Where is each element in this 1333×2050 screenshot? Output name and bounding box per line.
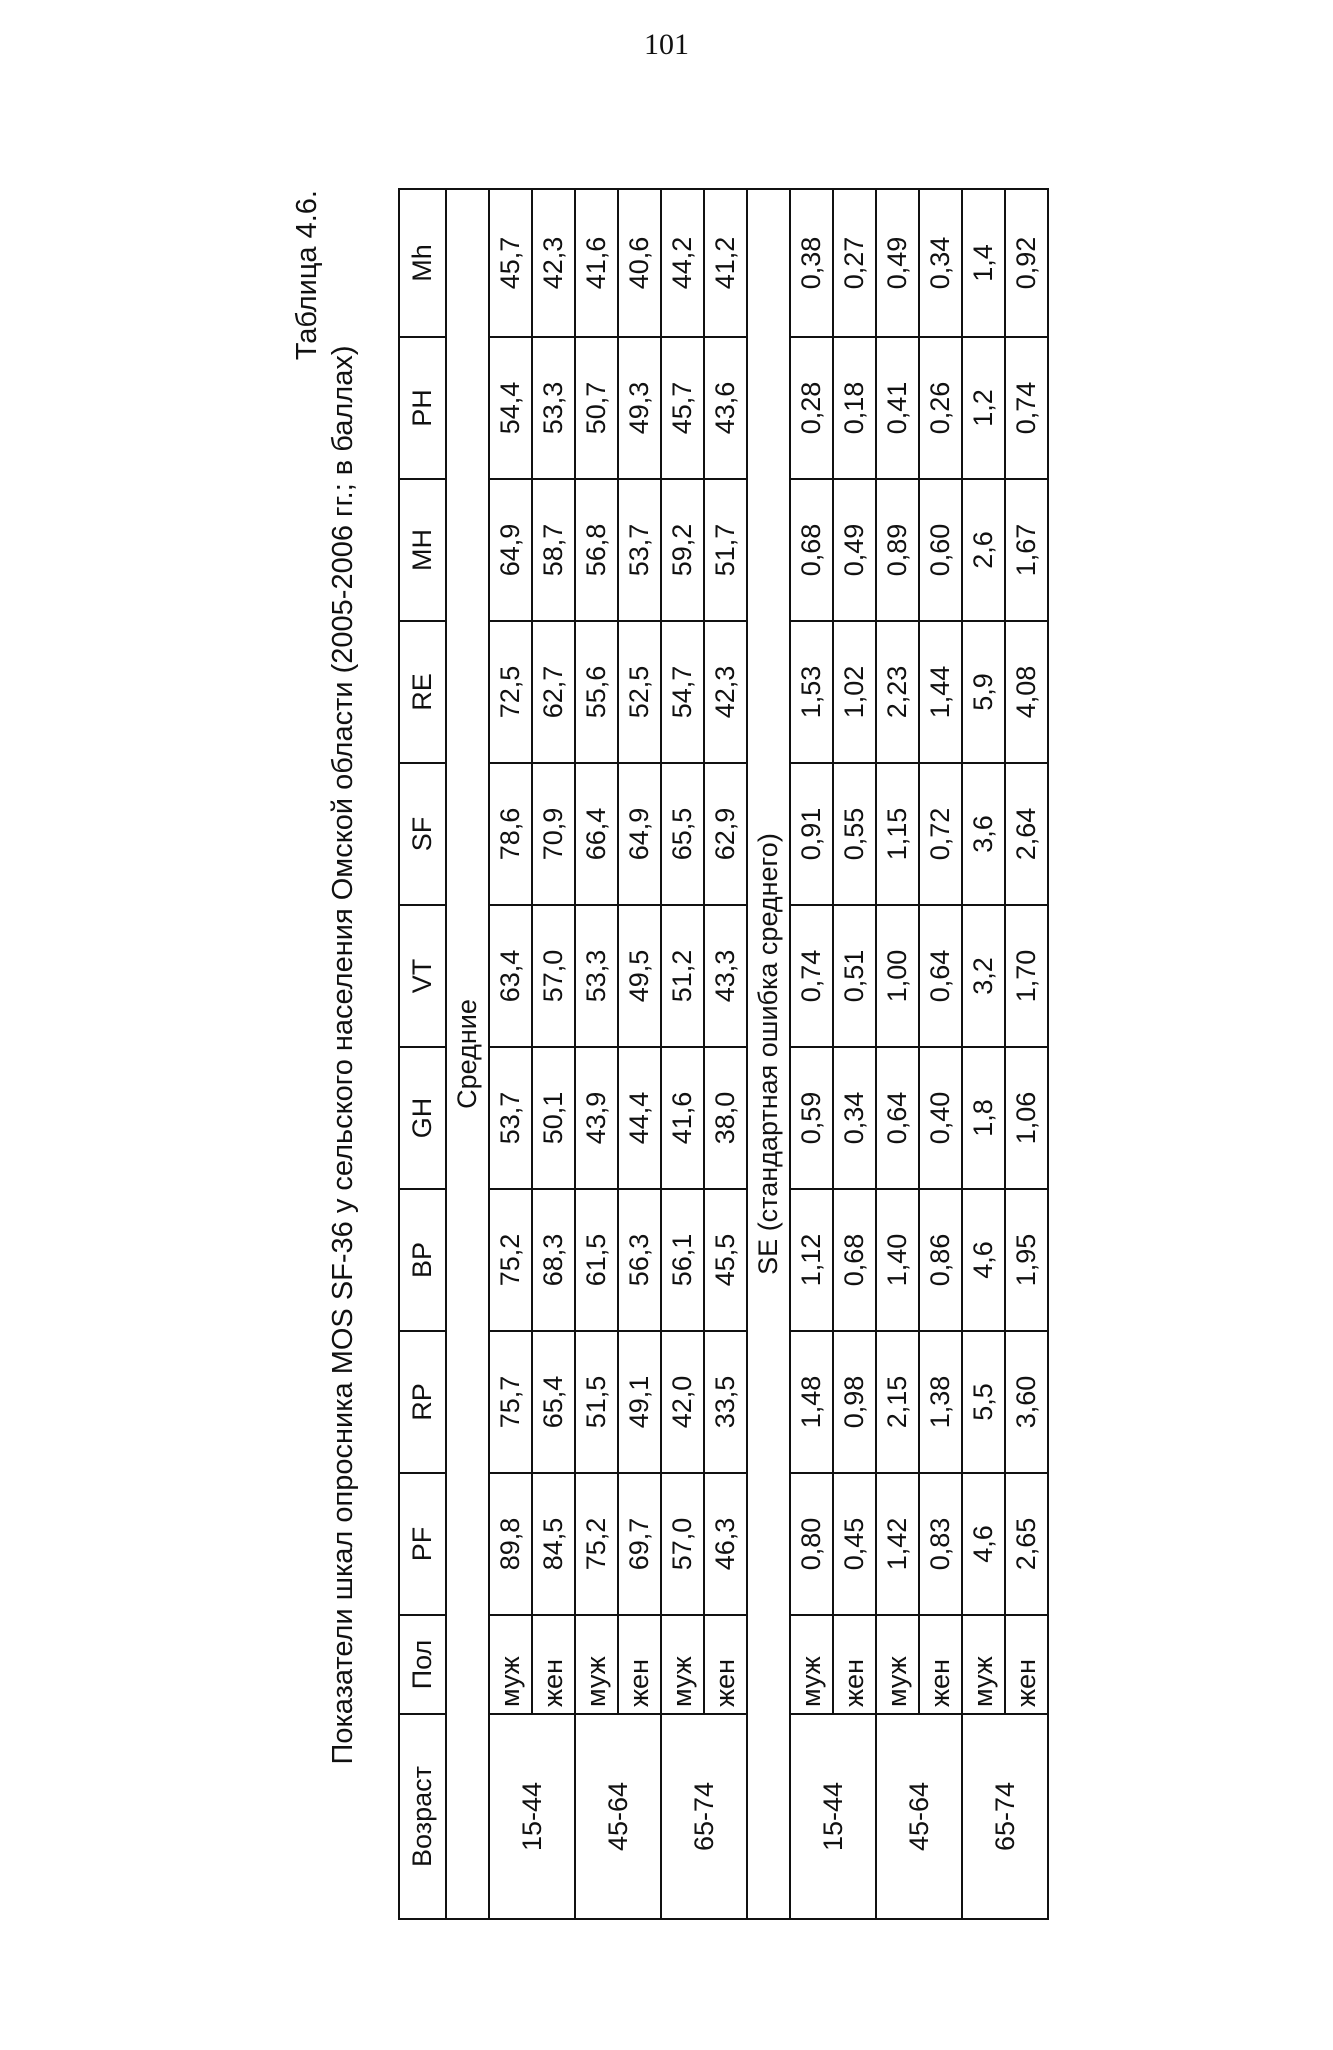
age-cell: 15-44 — [489, 1714, 575, 1919]
section-row — [446, 189, 489, 1919]
value-cell: 0,49 — [833, 479, 876, 621]
value-cell: 2,15 — [876, 1331, 919, 1473]
value-cell: 56,8 — [575, 479, 618, 621]
value-cell: 0,26 — [919, 337, 962, 479]
sex-cell: жен — [919, 1615, 962, 1714]
value-cell: 68,3 — [532, 1189, 575, 1331]
value-cell: 1,4 — [962, 189, 1005, 337]
value-cell: 0,68 — [833, 1189, 876, 1331]
value-cell: 5,5 — [962, 1331, 1005, 1473]
value-cell: 1,67 — [1005, 479, 1048, 621]
value-cell: 53,7 — [618, 479, 661, 621]
value-cell: 65,5 — [661, 763, 704, 905]
sex-cell: жен — [618, 1615, 661, 1714]
column-header: VT — [399, 905, 446, 1047]
value-cell: 46,3 — [704, 1473, 747, 1615]
header-row — [399, 189, 446, 1919]
column-header: RE — [399, 621, 446, 763]
value-cell: 1,53 — [790, 621, 833, 763]
value-cell: 1,02 — [833, 621, 876, 763]
value-cell: 0,91 — [790, 763, 833, 905]
table-row — [661, 189, 704, 1919]
value-cell: 0,27 — [833, 189, 876, 337]
column-header: GH — [399, 1047, 446, 1189]
value-cell: 41,2 — [704, 189, 747, 337]
value-cell: 1,95 — [1005, 1189, 1048, 1331]
value-cell: 1,15 — [876, 763, 919, 905]
value-cell: 53,3 — [575, 905, 618, 1047]
value-cell: 65,4 — [532, 1331, 575, 1473]
sex-cell: муж — [876, 1615, 919, 1714]
value-cell: 54,7 — [661, 621, 704, 763]
value-cell: 54,4 — [489, 337, 532, 479]
value-cell: 0,72 — [919, 763, 962, 905]
value-cell: 1,06 — [1005, 1047, 1048, 1189]
value-cell: 1,42 — [876, 1473, 919, 1615]
sex-cell: жен — [532, 1615, 575, 1714]
value-cell: 75,7 — [489, 1331, 532, 1473]
value-cell: 41,6 — [661, 1047, 704, 1189]
value-cell: 50,1 — [532, 1047, 575, 1189]
value-cell: 44,4 — [618, 1047, 661, 1189]
value-cell: 55,6 — [575, 621, 618, 763]
value-cell: 38,0 — [704, 1047, 747, 1189]
value-cell: 70,9 — [532, 763, 575, 905]
value-cell: 3,2 — [962, 905, 1005, 1047]
column-header: PH — [399, 337, 446, 479]
value-cell: 66,4 — [575, 763, 618, 905]
value-cell: 78,6 — [489, 763, 532, 905]
sex-cell: муж — [790, 1615, 833, 1714]
value-cell: 75,2 — [575, 1473, 618, 1615]
value-cell: 64,9 — [489, 479, 532, 621]
age-cell: 65-74 — [962, 1714, 1048, 1919]
value-cell: 4,6 — [962, 1189, 1005, 1331]
table-row — [919, 189, 962, 1919]
value-cell: 0,98 — [833, 1331, 876, 1473]
sex-cell: муж — [661, 1615, 704, 1714]
value-cell: 2,23 — [876, 621, 919, 763]
value-cell: 4,08 — [1005, 621, 1048, 763]
value-cell: 42,0 — [661, 1331, 704, 1473]
value-cell: 0,49 — [876, 189, 919, 337]
table-row — [704, 189, 747, 1919]
value-cell: 0,38 — [790, 189, 833, 337]
column-header: RP — [399, 1331, 446, 1473]
section-label: SE (стандартная ошибка среднего) — [747, 189, 790, 1919]
value-cell: 0,68 — [790, 479, 833, 621]
value-cell: 33,5 — [704, 1331, 747, 1473]
value-cell: 2,65 — [1005, 1473, 1048, 1615]
value-cell: 0,64 — [919, 905, 962, 1047]
value-cell: 61,5 — [575, 1189, 618, 1331]
column-header: MH — [399, 479, 446, 621]
value-cell: 0,80 — [790, 1473, 833, 1615]
section-label: Средние — [446, 189, 489, 1919]
value-cell: 1,40 — [876, 1189, 919, 1331]
value-cell: 0,89 — [876, 479, 919, 621]
value-cell: 1,38 — [919, 1331, 962, 1473]
column-header: Возраст — [399, 1714, 446, 1919]
value-cell: 0,74 — [790, 905, 833, 1047]
sex-cell: жен — [1005, 1615, 1048, 1714]
table-row — [790, 189, 833, 1919]
value-cell: 51,5 — [575, 1331, 618, 1473]
value-cell: 3,6 — [962, 763, 1005, 905]
value-cell: 42,3 — [532, 189, 575, 337]
value-cell: 1,48 — [790, 1331, 833, 1473]
age-cell: 45-64 — [876, 1714, 962, 1919]
value-cell: 0,74 — [1005, 337, 1048, 479]
column-header: BP — [399, 1189, 446, 1331]
value-cell: 0,83 — [919, 1473, 962, 1615]
value-cell: 42,3 — [704, 621, 747, 763]
value-cell: 72,5 — [489, 621, 532, 763]
sex-cell: жен — [704, 1615, 747, 1714]
rotated-table-block — [290, 190, 1050, 1920]
value-cell: 40,6 — [618, 189, 661, 337]
value-cell: 2,6 — [962, 479, 1005, 621]
value-cell: 64,9 — [618, 763, 661, 905]
value-cell: 41,6 — [575, 189, 618, 337]
value-cell: 45,7 — [661, 337, 704, 479]
value-cell: 0,86 — [919, 1189, 962, 1331]
value-cell: 50,7 — [575, 337, 618, 479]
value-cell: 3,60 — [1005, 1331, 1048, 1473]
value-cell: 49,3 — [618, 337, 661, 479]
value-cell: 1,44 — [919, 621, 962, 763]
column-header: Mh — [399, 189, 446, 337]
value-cell: 56,3 — [618, 1189, 661, 1331]
value-cell: 0,40 — [919, 1047, 962, 1189]
table-row — [575, 189, 618, 1919]
value-cell: 4,6 — [962, 1473, 1005, 1615]
value-cell: 63,4 — [489, 905, 532, 1047]
value-cell: 57,0 — [661, 1473, 704, 1615]
value-cell: 0,64 — [876, 1047, 919, 1189]
value-cell: 62,7 — [532, 621, 575, 763]
table-row — [876, 189, 919, 1919]
value-cell: 2,64 — [1005, 763, 1048, 905]
column-header: SF — [399, 763, 446, 905]
value-cell: 43,6 — [704, 337, 747, 479]
sex-cell: жен — [833, 1615, 876, 1714]
value-cell: 1,8 — [962, 1047, 1005, 1189]
value-cell: 0,59 — [790, 1047, 833, 1189]
value-cell: 0,41 — [876, 337, 919, 479]
sex-cell: муж — [575, 1615, 618, 1714]
value-cell: 59,2 — [661, 479, 704, 621]
value-cell: 0,18 — [833, 337, 876, 479]
column-header: PF — [399, 1473, 446, 1615]
sf36-table — [398, 188, 1049, 1920]
value-cell: 52,5 — [618, 621, 661, 763]
page-number: 101 — [644, 28, 689, 61]
value-cell: 51,7 — [704, 479, 747, 621]
table-label: Таблица 4.6. — [291, 190, 323, 361]
value-cell: 89,8 — [489, 1473, 532, 1615]
table-row — [532, 189, 575, 1919]
value-cell: 0,28 — [790, 337, 833, 479]
value-cell: 53,3 — [532, 337, 575, 479]
value-cell: 0,92 — [1005, 189, 1048, 337]
age-cell: 65-74 — [661, 1714, 747, 1919]
value-cell: 58,7 — [532, 479, 575, 621]
value-cell: 75,2 — [489, 1189, 532, 1331]
value-cell: 0,55 — [833, 763, 876, 905]
table-title: Показатели шкал опросника MOS SF-36 у сельского населения Омской области (2005-2006 гг.; в баллах) — [327, 345, 359, 1765]
value-cell: 0,34 — [833, 1047, 876, 1189]
value-cell: 51,2 — [661, 905, 704, 1047]
table-row — [489, 189, 532, 1919]
value-cell: 56,1 — [661, 1189, 704, 1331]
value-cell: 1,70 — [1005, 905, 1048, 1047]
value-cell: 0,34 — [919, 189, 962, 337]
age-cell: 45-64 — [575, 1714, 661, 1919]
table-row — [833, 189, 876, 1919]
value-cell: 1,12 — [790, 1189, 833, 1331]
sex-cell: муж — [962, 1615, 1005, 1714]
value-cell: 69,7 — [618, 1473, 661, 1615]
value-cell: 45,7 — [489, 189, 532, 337]
value-cell: 57,0 — [532, 905, 575, 1047]
table-row — [962, 189, 1005, 1919]
value-cell: 62,9 — [704, 763, 747, 905]
value-cell: 84,5 — [532, 1473, 575, 1615]
value-cell: 44,2 — [661, 189, 704, 337]
value-cell: 1,00 — [876, 905, 919, 1047]
value-cell: 45,5 — [704, 1189, 747, 1331]
section-row — [747, 189, 790, 1919]
value-cell: 43,3 — [704, 905, 747, 1047]
value-cell: 0,45 — [833, 1473, 876, 1615]
value-cell: 49,5 — [618, 905, 661, 1047]
table-row — [618, 189, 661, 1919]
value-cell: 49,1 — [618, 1331, 661, 1473]
column-header: Пол — [399, 1615, 446, 1714]
table-row — [1005, 189, 1048, 1919]
age-cell: 15-44 — [790, 1714, 876, 1919]
value-cell: 43,9 — [575, 1047, 618, 1189]
value-cell: 5,9 — [962, 621, 1005, 763]
value-cell: 1,2 — [962, 337, 1005, 479]
value-cell: 0,51 — [833, 905, 876, 1047]
value-cell: 53,7 — [489, 1047, 532, 1189]
sex-cell: муж — [489, 1615, 532, 1714]
value-cell: 0,60 — [919, 479, 962, 621]
